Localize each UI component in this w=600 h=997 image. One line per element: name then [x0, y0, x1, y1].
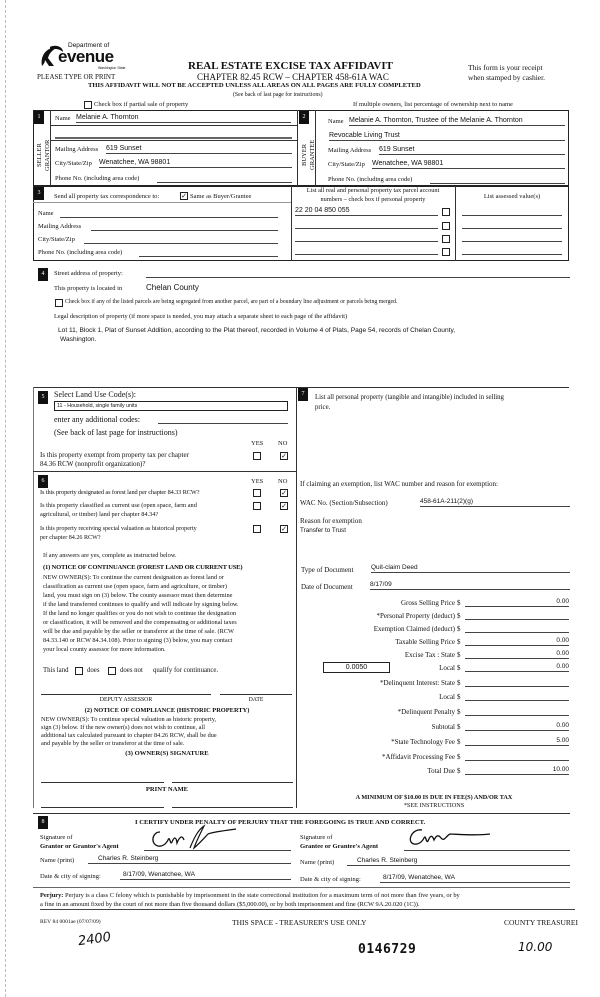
assessed-field-4[interactable]	[462, 246, 562, 255]
see-back-text: (See back of last page for instructions)	[233, 92, 323, 98]
corr-name-field[interactable]	[60, 209, 278, 218]
document-date-field[interactable]: 8/17/09	[370, 581, 570, 590]
seller-grantor-label: SELLER GRANTOR	[36, 139, 51, 171]
personal-property-checkbox-1[interactable]	[442, 208, 450, 216]
assessed-header: List assessed value(s)	[483, 193, 541, 200]
segregated-checkbox[interactable]	[55, 299, 63, 307]
deputy-assessor-line	[41, 694, 211, 695]
seller-city-field[interactable]: Wenatchee, WA 98801	[99, 159, 292, 168]
exemption-claimed-field[interactable]	[465, 624, 569, 633]
located-in-label: This property is located in	[54, 285, 123, 292]
owner-signature-line-2	[172, 782, 293, 783]
grantee-date-city-field[interactable]: 8/17/09, Wenatchee, WA	[380, 874, 570, 883]
does-qualify-checkbox[interactable]	[75, 667, 83, 675]
parcel-field-2[interactable]	[295, 220, 438, 229]
segregated-label: Check box if any of the listed parcels are being segregated from another parcel, are part of a boundary line adjustment or parcels being merged.	[65, 299, 398, 305]
print-name-line-1	[41, 807, 164, 808]
multiple-owners-text: If multiple owners, list percentage of ownership next to name	[353, 101, 513, 108]
seller-name-label: Name	[55, 115, 71, 122]
same-as-buyer-checkbox[interactable]: ✓	[181, 192, 187, 200]
section6-no-header: NO	[278, 478, 288, 485]
grantee-name-label: Name (print)	[300, 859, 335, 866]
historic-yes-checkbox[interactable]	[253, 525, 261, 533]
see-instructions-notice: *SEE INSTRUCTIONS	[403, 802, 465, 809]
logo-main-text: evenue	[58, 47, 114, 66]
print-name-label: PRINT NAME	[145, 786, 189, 793]
parcel-header-1: List all real and personal property tax parcel account	[306, 187, 440, 194]
historic-no-checkbox[interactable]: ✓	[281, 525, 287, 533]
affidavit-processing-fee-field[interactable]	[465, 752, 569, 761]
seller-phone-field[interactable]	[157, 174, 292, 183]
section5-no-header: NO	[278, 440, 288, 447]
grantee-date-city-label: Date & city of signing:	[300, 876, 361, 883]
notice-compliance-body: NEW OWNER(S): To continue special valuation as historic property, sign (3) below. If the new owner(s) does not wish to continue, all additional tax calculated pursuant to chapter 84.26 RCW, shall be due and payable by the seller or transferor at the time of sale.	[41, 716, 217, 747]
exempt-question-2: 84.36 RCW (nonprofit organization)?	[40, 460, 146, 468]
seller-mailing-field[interactable]: 619 Sunset	[106, 145, 292, 154]
does-not-qualify-checkbox[interactable]	[108, 667, 116, 675]
grantee-signature-label-2: Grantee or Grantee's Agent	[300, 843, 379, 850]
buyer-name-label: Name	[328, 118, 344, 125]
assessed-field-3[interactable]	[462, 233, 562, 242]
seller-city-label: City/State/Zip	[55, 160, 92, 167]
personal-property-deduct-field[interactable]	[465, 611, 569, 620]
legal-description-line-1[interactable]: Lot 11, Block 1, Plat of Sunset Addition, according to the Plat thereof, recorded in Volume 4 of Plats, Page 54, records of Chelan County,	[58, 327, 456, 334]
buyer-name-field-2[interactable]: Revocable Living Trust	[329, 132, 565, 141]
grantor-name-field[interactable]: Charles R. Steinberg	[88, 855, 291, 864]
deputy-assessor-label: DEPUTY ASSESSOR	[99, 697, 153, 703]
perjury-notice: Perjury: Perjury is a class C felony which is punishable by imprisonment in the state correctional institution for a maximum term of not more than five years, or by a fine in an amount fixed by the court of not more than five thousand dollars ($5,000.00), or by both imprisonment and fine (RCW 9A.20.020 (1C)).	[40, 892, 575, 910]
state-technology-fee-field[interactable]: 5.00	[465, 737, 569, 746]
parcel-field-1[interactable]: 22 20 04 850 055	[295, 207, 438, 216]
certify-statement: I CERTIFY UNDER PENALTY OF PERJURY THAT THE FOREGOING IS TRUE AND CORRECT.	[135, 819, 426, 826]
additional-codes-field[interactable]	[158, 414, 288, 424]
scan-edge	[5, 0, 6, 997]
buyer-city-field[interactable]: Wenatchee, WA 98801	[372, 160, 565, 169]
personal-property-checkbox-3[interactable]	[442, 235, 450, 243]
legal-description-line-2[interactable]: Washington.	[60, 336, 97, 343]
parcel-header-2: numbers – check box if personal property	[320, 196, 426, 203]
form-subtitle: CHAPTER 82.45 RCW – CHAPTER 458-61A WAC	[197, 72, 389, 82]
parcel-field-4[interactable]	[295, 246, 438, 255]
grantor-signature-icon	[146, 822, 266, 850]
does-not-label: does not	[120, 667, 143, 674]
section-3-marker: 3	[34, 187, 44, 200]
personal-property-checkbox-4[interactable]	[442, 248, 450, 256]
corr-name-label: Name	[38, 210, 54, 217]
grantor-date-city-label: Date & city of signing:	[40, 873, 101, 880]
forest-no-checkbox[interactable]: ✓	[281, 489, 287, 497]
wac-field[interactable]: 458-61A-211(2)(g)	[420, 498, 570, 507]
seller-name-field[interactable]: Melanie A. Thornton	[76, 114, 291, 123]
dor-logo	[38, 36, 128, 72]
section-8-top-border	[33, 813, 570, 814]
grantor-signature-label-2: Grantor or Grantor's Agent	[40, 843, 119, 850]
section-1-marker: 1	[34, 111, 44, 124]
located-in-value[interactable]: Chelan County	[146, 283, 199, 292]
current-use-yes-checkbox[interactable]	[253, 502, 261, 510]
notice-continuance-body: NEW OWNER(S): To continue the current designation as forest land or classification as current use (open space, farm and agriculture, or timber) land, you must sign on (3) below. The county assessor must then determine if the land transferred continues to qualify and will indicate by signing below. If the land no longer qualifies or you do not wish to continue the designation or classification, it will be removed and the compensating or additional taxes will be due and payable by the seller or transferor at the time of sale. (RCW 84.33.140 or RCW 84.34.108). Prior to signing (3) below, you may contact your local county assessor for more information.	[43, 574, 239, 653]
taxable-selling-price-field[interactable]: 0.00	[465, 637, 569, 646]
exemption-reason-value[interactable]: Transfer to Trust	[300, 527, 346, 534]
section-7-marker: 7	[298, 388, 308, 401]
seller-phone-label: Phone No. (including area code)	[55, 175, 140, 182]
buyer-grantee-label: BUYER GRANTEE	[301, 139, 316, 171]
corr-phone-field[interactable]	[139, 248, 278, 257]
excise-tax-local-field[interactable]: 0.00	[465, 663, 569, 672]
subtotal-field[interactable]: 0.00	[465, 722, 569, 731]
owner-signature-line-1	[41, 782, 164, 783]
buyer-name-field[interactable]: Melanie A. Thornton, Trustee of the Melanie A. Thornton	[349, 117, 565, 126]
gross-selling-price-field[interactable]: 0.00	[465, 598, 569, 607]
delinquent-interest-state-field[interactable]	[465, 678, 569, 687]
document-type-field[interactable]: Quit-claim Deed	[371, 564, 570, 573]
land-use-select[interactable]: 11 - Household, single family units	[54, 401, 288, 411]
land-use-label: Select Land Use Code(s):	[54, 390, 136, 399]
form-revision: REV 84 0001ae (07/07/09)	[40, 919, 101, 925]
seller-mailing-label: Mailing Address	[55, 146, 99, 153]
buyer-mailing-field[interactable]: 619 Sunset	[379, 146, 565, 155]
wac-label: WAC No. (Section/Subsection)	[300, 499, 388, 507]
assessed-field-2[interactable]	[462, 220, 562, 229]
buyer-mailing-label: Mailing Address	[328, 147, 372, 154]
local-rate-field[interactable]: 0.0050	[323, 662, 390, 673]
owner-signature-label: (3) OWNER(S) SIGNATURE	[125, 750, 209, 757]
handwritten-note-left: 2400	[77, 929, 112, 950]
qualify-label: qualify for continuance.	[153, 667, 219, 674]
document-type-label: Type of Document	[301, 566, 354, 574]
current-use-no-checkbox[interactable]: ✓	[281, 502, 287, 510]
handwritten-note-right: 10.00	[518, 940, 553, 954]
delinquent-interest-local-field[interactable]	[465, 692, 569, 701]
current-use-question-1: Is this property classified as current use (open space, farm and	[40, 502, 197, 509]
buyer-phone-field[interactable]	[430, 175, 565, 184]
corr-mailing-field[interactable]	[91, 222, 278, 231]
notice-continuance-title: (1) NOTICE OF CONTINUANCE (FOREST LAND OR CURRENT USE)	[43, 564, 243, 571]
forest-yes-checkbox[interactable]	[253, 489, 261, 497]
exemption-claim-label: If claiming an exemption, list WAC number and reason for exemption:	[300, 480, 498, 488]
document-date-label: Date of Document	[301, 583, 353, 591]
corr-mailing-label: Mailing Address	[38, 223, 82, 230]
receipt-line-1: This form is your receipt	[468, 63, 543, 72]
section-5-marker: 5	[38, 391, 48, 404]
does-label: does	[87, 667, 100, 674]
personal-property-label-2: price.	[315, 404, 331, 411]
legal-description-label: Legal description of property (if more space is needed, you may attach a separate sheet to each page of the affidavit)	[54, 313, 348, 320]
total-due-field[interactable]: 10.00	[465, 766, 569, 775]
forest-land-question: Is this property designated as forest land per chapter 84.33 RCW?	[40, 489, 200, 496]
buyer-city-label: City/State/Zip	[328, 161, 365, 168]
print-name-line-2	[172, 807, 293, 808]
this-land-label: This land	[43, 667, 69, 674]
historic-question-2: per chapter 84.26 RCW?	[40, 535, 101, 541]
treasurer-use-only: THIS SPACE - TREASURER'S USE ONLY	[232, 918, 367, 927]
grantee-signature-field[interactable]	[404, 826, 570, 851]
delinquent-penalty-field[interactable]	[465, 707, 569, 716]
receipt-stamp-number: 0146729	[358, 942, 417, 957]
land-use-see-back: (See back of last page for instructions)	[54, 428, 178, 437]
minimum-due-notice: A MINIMUM OF $10.00 IS DUE IN FEE(S) AND/OR TAX	[355, 794, 513, 801]
grantee-name-field[interactable]: Charles R. Steinberg	[347, 857, 570, 866]
grantee-signature-icon	[404, 822, 524, 850]
historic-question-1: Is this property receiving special valuation as historical property	[40, 526, 197, 532]
street-address-label: Street address of property:	[54, 270, 123, 277]
corr-city-label: City/State/Zip	[38, 236, 75, 243]
assessor-date-line	[220, 694, 292, 695]
county-treasurer-label: COUNTY TREASUREI	[504, 918, 578, 927]
grantor-signature-label-1: Signature of	[40, 834, 73, 841]
if-yes-instruction: If any answers are yes, complete as instructed below.	[43, 552, 177, 559]
buyer-phone-label: Phone No. (including area code)	[328, 176, 413, 183]
additional-codes-label: enter any additional codes:	[54, 415, 140, 424]
partial-sale-checkbox[interactable]	[84, 101, 92, 109]
partial-sale-label: Check box if partial sale of property	[94, 101, 189, 108]
grantor-date-city-field[interactable]: 8/17/09, Wenatchee, WA	[120, 871, 291, 880]
please-type-text: PLEASE TYPE OR PRINT	[37, 73, 116, 81]
assessed-field-1[interactable]	[462, 207, 562, 216]
assessor-date-label: DATE	[248, 697, 264, 703]
current-use-question-2: agricultural, or timber) land per chapter 84.34?	[40, 511, 159, 518]
street-address-field[interactable]	[146, 269, 570, 278]
notice-compliance-title: (2) NOTICE OF COMPLIANCE (HISTORIC PROPERTY)	[84, 707, 250, 714]
corr-phone-label: Phone No. (including area code)	[38, 249, 123, 256]
section-8-marker: 8	[38, 816, 48, 829]
personal-property-label-1: List all personal property (tangible and intangible) included in selling	[315, 394, 504, 401]
receipt-line-2: when stamped by cashier.	[468, 73, 546, 82]
parcel-field-3[interactable]	[295, 233, 438, 242]
section-2-marker: 2	[299, 111, 309, 124]
section-6-marker: 6	[38, 475, 48, 488]
section-4-marker: 4	[38, 268, 48, 281]
warning-text: THIS AFFIDAVIT WILL NOT BE ACCEPTED UNLESS ALL AREAS ON ALL PAGES ARE FULLY COMPLETED	[88, 82, 421, 89]
logo-top-text: Department of	[68, 42, 110, 49]
logo-sub-text: Washington State	[98, 66, 126, 70]
exempt-no-checkbox[interactable]: ✓	[281, 452, 287, 460]
exemption-reason-label: Reason for exemption	[300, 517, 362, 525]
personal-property-checkbox-2[interactable]	[442, 222, 450, 230]
grantor-signature-field[interactable]	[144, 826, 291, 851]
excise-tax-state-field[interactable]: 0.00	[465, 650, 569, 659]
same-as-buyer-label: Same as Buyer/Grantee	[190, 193, 252, 200]
grantor-name-label: Name (print)	[40, 857, 75, 864]
exempt-yes-checkbox[interactable]	[253, 452, 261, 460]
form-title: REAL ESTATE EXCISE TAX AFFIDAVIT	[188, 60, 393, 72]
grantee-signature-label-1: Signature of	[300, 834, 333, 841]
corr-city-field[interactable]	[84, 235, 278, 244]
exempt-question-1: Is this property exempt from property tax per chapter	[40, 451, 189, 459]
section5-yes-header: YES	[251, 440, 264, 447]
section6-yes-header: YES	[251, 478, 264, 485]
send-correspondence-label: Send all property tax correspondence to:	[54, 193, 160, 200]
